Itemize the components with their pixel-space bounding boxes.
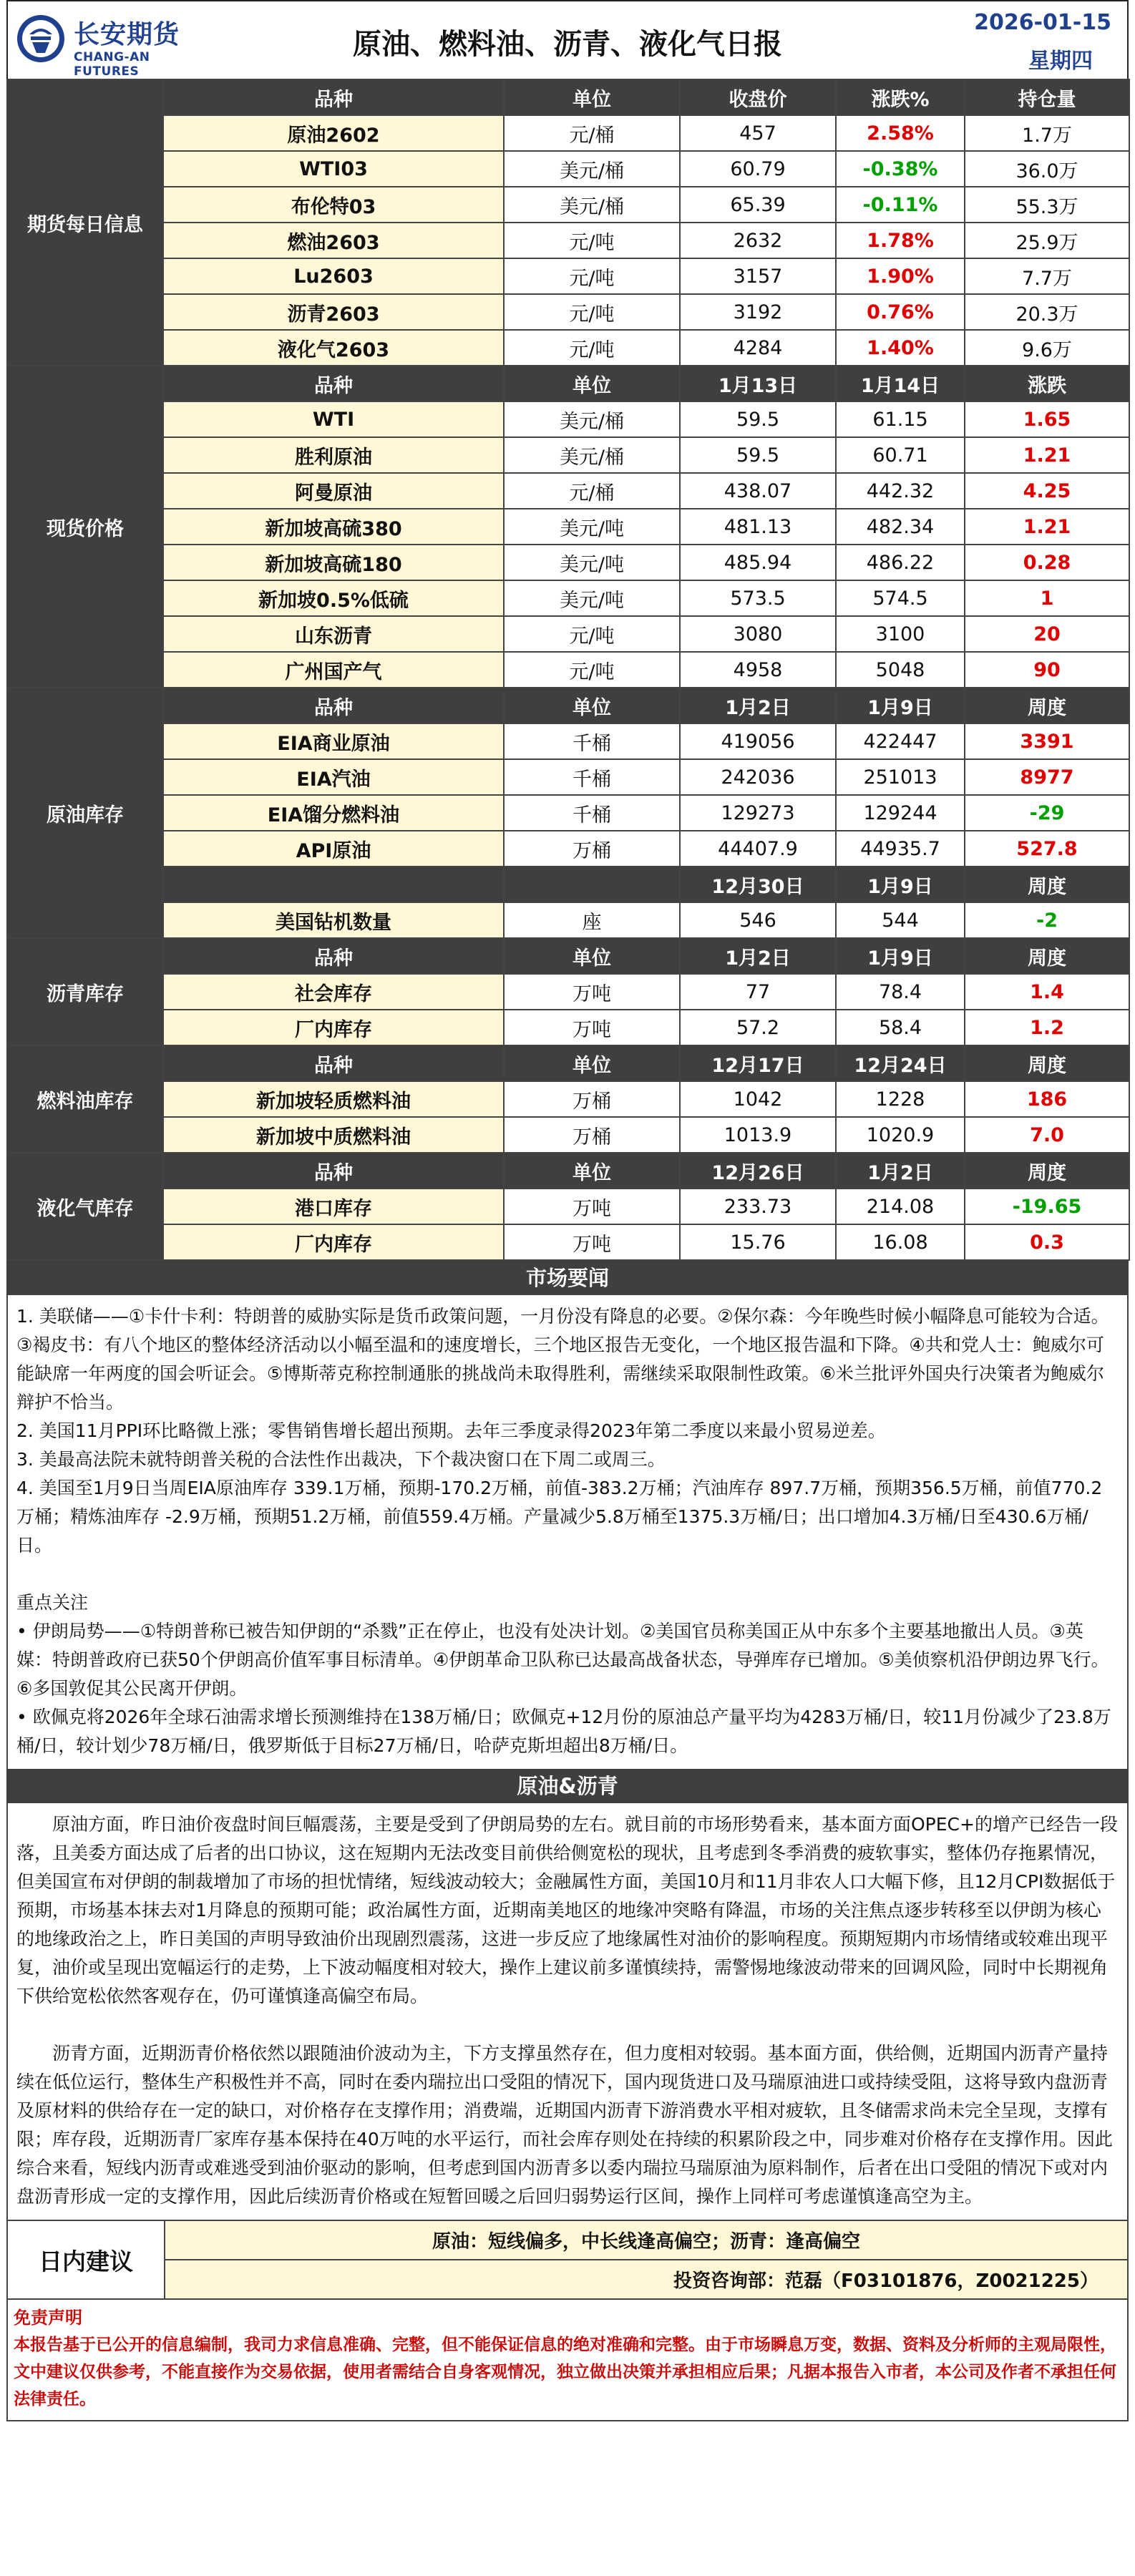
value-cell: 1.65 [965,401,1129,437]
product-name: 社会库存 [163,974,504,1010]
value-cell: 59.5 [680,437,836,473]
analysis-title: 原油&沥青 [6,1769,1129,1803]
product-name: 新加坡中质燃料油 [163,1117,504,1153]
value-cell: 1.78% [836,223,965,258]
product-name: 燃油2603 [163,223,504,258]
value-cell: 1 [965,580,1129,616]
advice-text: 原油：短线偏多，中长线逢高偏空；沥青：逢高偏空 [165,2221,1127,2260]
column-header: 周度 [965,1153,1129,1189]
value-cell: 8977 [965,759,1129,795]
unit-cell: 元/桶 [504,115,680,151]
value-cell: 1.4 [965,974,1129,1010]
column-header: 1月13日 [680,366,836,401]
unit-cell: 美元/桶 [504,401,680,437]
focus-heading: 重点关注 [16,1592,89,1613]
product-name: 广州国产气 [163,652,504,688]
table-row [7,652,1129,688]
disclaimer-text: 本报告基于已公开的信息编制，我司力求信息准确、完整，但不能保证信息的绝对准确和完整。由于市场瞬息万变，数据、资料及分析师的主观局限性，文中建议仅供参考，不能直接作为交易依据，使用者需结合自身客观情况，独立做出决策并承担相应后果；凡据本报告入市者，本公司及作者不承担任何法律责任。 [14,2336,1116,2409]
asphalt-analysis: 沥青方面，近期沥青价格依然以跟随油价波动为主，下方支撑虽然存在，但力度相对较弱。基本面方面，供给侧，近期国内沥青产量持续在低位运行，整体生产积极性并不高，同时在委内瑞拉出口受阻的情况下，国内现货进口及马瑞原油进口或持续受阻，这将导致内盘沥青及原材料的供给存在一定的缺口，对价格存在支撑作用；消费端，近期国内沥青下游消费水平相对疲软，且冬储需求尚未完全呈现，支撑有限；库存段，近期沥青厂家库存基本保持在40万吨的水平运行，而社会库存则处在持续的积累阶段之中，同步难对价格存在支撑作用。因此综合来看，短线内沥青或难逃受到油价驱动的影响，但考虑到国内沥青多以委内瑞拉马瑞原油为原料制作，后者在出口受阻的情况下或对内盘沥青形成一定的支撑作用，因此后续沥青价格或在短暂回暖之后回归弱势运行区间，操作上同样可考虑谨慎逢高空为主。 [16,2043,1113,2207]
value-cell: 4958 [680,652,836,688]
column-header: 1月2日 [680,938,836,974]
column-header: 品种 [163,1045,504,1081]
product-name: 新加坡轻质燃料油 [163,1081,504,1117]
news-item: 1. 美联储——①卡什卡利：特朗普的威胁实际是货币政策问题，一月份没有降息的必要。②保尔森：今年晚些时候小幅降息可能较为合适。③褐皮书：有八个地区的整体经济活动以小幅至温和的速度增长，三个地区报告无变化，一个地区报告温和下降。④共和党人士：鲍威尔可能缺席一年两度的国会听证会。⑤博斯蒂克称控制通胀的挑战尚未取得胜利，需继续采取限制性政策。⑥米兰批评外国央行决策者为鲍威尔辩护不恰当。 [16,1306,1109,1413]
table-row [7,1010,1129,1045]
value-cell: 55.3万 [965,187,1129,223]
value-cell: 233.73 [680,1189,836,1224]
value-cell: -2 [965,902,1129,938]
table-row [7,223,1129,258]
table-header-row [7,688,1129,723]
table-row [7,437,1129,473]
value-cell: 546 [680,902,836,938]
value-cell: 186 [965,1081,1129,1117]
column-header: 涨跌% [836,79,965,115]
value-cell: 1013.9 [680,1117,836,1153]
unit-cell: 万吨 [504,1224,680,1260]
disclaimer-title: 免责声明 [14,2308,82,2328]
value-cell: 573.5 [680,580,836,616]
column-header: 12月24日 [836,1045,965,1081]
value-cell: 77 [680,974,836,1010]
value-cell: 60.71 [836,437,965,473]
value-cell: 1.21 [965,437,1129,473]
value-cell: 20 [965,616,1129,652]
value-cell: 422447 [836,723,965,759]
market-data-table [6,79,1130,1261]
column-header: 周度 [965,688,1129,723]
column-header: 品种 [163,79,504,115]
value-cell: 1.2 [965,1010,1129,1045]
table-header-row [7,1153,1129,1189]
value-cell: -19.65 [965,1189,1129,1224]
column-header: 周度 [965,1045,1129,1081]
column-header: 单位 [504,366,680,401]
table-header-row [7,938,1129,974]
column-header: 品种 [163,938,504,974]
table-header-row [7,366,1129,401]
value-cell: 442.32 [836,473,965,509]
report-date: 2026-01-15 [974,10,1111,35]
value-cell: 1228 [836,1081,965,1117]
table-row [7,330,1129,366]
product-name: 新加坡高硫380 [163,509,504,545]
column-header: 12月26日 [680,1153,836,1189]
value-cell: 59.5 [680,401,836,437]
unit-cell: 元/吨 [504,330,680,366]
column-header: 单位 [504,688,680,723]
unit-cell: 元/吨 [504,652,680,688]
value-cell: 3100 [836,616,965,652]
unit-cell: 元/吨 [504,258,680,294]
value-cell: 486.22 [836,545,965,580]
product-name: 厂内库存 [163,1224,504,1260]
table-row [7,1189,1129,1224]
news-item: 2. 美国11月PPI环比略微上涨；零售销售增长超出预期。去年三季度录得2023年第二季度以来最小贸易逆差。 [16,1420,886,1441]
column-header: 1月9日 [836,867,965,902]
unit-cell: 美元/吨 [504,545,680,580]
section-label: 期货每日信息 [7,79,163,366]
report-weekday: 星期四 [1028,49,1093,74]
table-row [7,902,1129,938]
value-cell: 58.4 [836,1010,965,1045]
table-row [7,473,1129,509]
column-header: 1月14日 [836,366,965,401]
table-row [7,509,1129,545]
table-row [7,545,1129,580]
value-cell: 61.15 [836,401,965,437]
section-label: 现货价格 [7,366,163,688]
disclaimer [6,2300,1129,2421]
market-news-title: 市场要闻 [6,1261,1129,1295]
value-cell: 9.6万 [965,330,1129,366]
table-row [7,115,1129,151]
value-cell: 2.58% [836,115,965,151]
column-header [163,867,504,902]
column-header: 单位 [504,1045,680,1081]
product-name: WTI03 [163,151,504,187]
value-cell: 20.3万 [965,294,1129,330]
market-news-section [6,1295,1129,1769]
advice-author: 投资咨询部：范磊（F03101876，Z0021225） [673,2270,1099,2292]
table-row [7,723,1129,759]
table-row [7,580,1129,616]
value-cell: 7.7万 [965,258,1129,294]
column-header: 12月30日 [680,867,836,902]
value-cell: 485.94 [680,545,836,580]
unit-cell: 万桶 [504,1081,680,1117]
unit-cell: 万吨 [504,974,680,1010]
news-item: 4. 美国至1月9日当周EIA原油库存 339.1万桶，预期-170.2万桶，前值-383.2万桶；汽油库存 897.7万桶，预期356.5万桶，前值770.2万桶；精炼油库存 -2.9万桶，预期51.2万桶，前值559.4万桶。产量减少5.8万桶至1375.3万桶/日；出口增加4.3万桶/日至430.6万桶/日。 [16,1478,1103,1556]
product-name: 原油2602 [163,115,504,151]
table-row [7,831,1129,867]
product-name: 厂内库存 [163,1010,504,1045]
value-cell: 44407.9 [680,831,836,867]
value-cell: 544 [836,902,965,938]
value-cell: 1042 [680,1081,836,1117]
column-header: 品种 [163,366,504,401]
value-cell: 57.2 [680,1010,836,1045]
value-cell: 129244 [836,795,965,831]
value-cell: -29 [965,795,1129,831]
value-cell: 36.0万 [965,151,1129,187]
intraday-advice [6,2220,1129,2300]
unit-cell: 美元/吨 [504,580,680,616]
table-row [7,151,1129,187]
value-cell: 1020.9 [836,1117,965,1153]
product-name: EIA商业原油 [163,723,504,759]
column-header: 单位 [504,938,680,974]
unit-cell: 美元/桶 [504,437,680,473]
advice-label: 日内建议 [8,2221,165,2298]
product-name: 新加坡0.5%低硫 [163,580,504,616]
value-cell: 1.40% [836,330,965,366]
product-name: WTI [163,401,504,437]
unit-cell: 美元/桶 [504,187,680,223]
value-cell: 457 [680,115,836,151]
column-header: 1月2日 [680,688,836,723]
value-cell: -0.11% [836,187,965,223]
value-cell: 65.39 [680,187,836,223]
table-row [7,759,1129,795]
column-header: 单位 [504,79,680,115]
value-cell: 60.79 [680,151,836,187]
table-row [7,1117,1129,1153]
value-cell: 3080 [680,616,836,652]
table-row [7,795,1129,831]
column-header: 持仓量 [965,79,1129,115]
unit-cell: 千桶 [504,795,680,831]
column-header: 周度 [965,938,1129,974]
column-header: 周度 [965,867,1129,902]
value-cell: 214.08 [836,1189,965,1224]
product-name: 布伦特03 [163,187,504,223]
table-row [7,974,1129,1010]
unit-cell: 万桶 [504,831,680,867]
logo-chinese-name: 长安期货 [74,20,180,49]
product-name: 港口库存 [163,1189,504,1224]
value-cell: 3192 [680,294,836,330]
value-cell: 242036 [680,759,836,795]
column-header: 1月9日 [836,938,965,974]
product-name: 胜利原油 [163,437,504,473]
product-name: 阿曼原油 [163,473,504,509]
unit-cell: 元/吨 [504,223,680,258]
unit-cell: 美元/桶 [504,151,680,187]
value-cell: 1.7万 [965,115,1129,151]
column-header: 收盘价 [680,79,836,115]
product-name: 沥青2603 [163,294,504,330]
section-label: 原油库存 [7,688,163,938]
column-header: 1月9日 [836,688,965,723]
unit-cell: 元/吨 [504,616,680,652]
focus-item: • 伊朗局势——①特朗普称已被告知伊朗的“杀戮”正在停止，也没有处决计划。②美国官员称美国正从中东多个主要基地撤出人员。③英媒：特朗普政府已获50个伊朗高价值军事目标清单。④伊朗革命卫队称已达最高战备状态，导弹库存已增加。⑤美侦察机沿伊朗边界飞行。⑥多国敦促其公民离开伊朗。 [16,1621,1109,1699]
table-row [7,258,1129,294]
product-name: 新加坡高硫180 [163,545,504,580]
value-cell: 16.08 [836,1224,965,1260]
column-header: 1月2日 [836,1153,965,1189]
analysis-section [6,1803,1129,2220]
value-cell: 527.8 [965,831,1129,867]
value-cell: 574.5 [836,580,965,616]
product-name: 美国钻机数量 [163,902,504,938]
table-row [7,616,1129,652]
unit-cell: 座 [504,902,680,938]
value-cell: 3391 [965,723,1129,759]
unit-cell: 千桶 [504,723,680,759]
value-cell: 419056 [680,723,836,759]
column-header: 12月17日 [680,1045,836,1081]
value-cell: 3157 [680,258,836,294]
value-cell: -0.38% [836,151,965,187]
report-header [6,0,1129,79]
product-name: 液化气2603 [163,330,504,366]
value-cell: 1.90% [836,258,965,294]
unit-cell: 元/桶 [504,473,680,509]
news-item: 3. 美最高法院未就特朗普关税的合法性作出裁决，下个裁决窗口在下周二或周三。 [16,1449,666,1470]
unit-cell: 万吨 [504,1189,680,1224]
column-header [504,867,680,902]
value-cell: 4284 [680,330,836,366]
logo-english-name: CHANG-AN FUTURES [74,50,150,79]
unit-cell: 万桶 [504,1117,680,1153]
table-row [7,187,1129,223]
value-cell: 0.3 [965,1224,1129,1260]
value-cell: 78.4 [836,974,965,1010]
table-header-row [7,867,1129,902]
value-cell: 481.13 [680,509,836,545]
focus-item: • 欧佩克将2026年全球石油需求增长预测维持在138万桶/日；欧佩克+12月份的原油总产量平均为4283万桶/日，较11月份减少了23.8万桶/日，较计划少78万桶/日，俄罗斯低于目标27万桶/日，哈萨克斯坦超出8万桶/日。 [16,1707,1111,1756]
value-cell: 2632 [680,223,836,258]
unit-cell: 万吨 [504,1010,680,1045]
value-cell: 5048 [836,652,965,688]
value-cell: 0.28 [965,545,1129,580]
table-row [7,294,1129,330]
value-cell: 0.76% [836,294,965,330]
product-name: API原油 [163,831,504,867]
unit-cell: 千桶 [504,759,680,795]
column-header: 单位 [504,1153,680,1189]
section-label: 燃料油库存 [7,1045,163,1153]
value-cell: 90 [965,652,1129,688]
section-label: 液化气库存 [7,1153,163,1260]
value-cell: 129273 [680,795,836,831]
table-row [7,401,1129,437]
value-cell: 25.9万 [965,223,1129,258]
report-title: 原油、燃料油、沥青、液化气日报 [353,28,782,61]
column-header: 品种 [163,1153,504,1189]
column-header: 品种 [163,688,504,723]
value-cell: 438.07 [680,473,836,509]
product-name: EIA汽油 [163,759,504,795]
table-header-row [7,79,1129,115]
unit-cell: 元/吨 [504,294,680,330]
column-header: 涨跌 [965,366,1129,401]
table-header-row [7,1045,1129,1081]
value-cell: 482.34 [836,509,965,545]
value-cell: 1.21 [965,509,1129,545]
table-row [7,1224,1129,1260]
unit-cell: 美元/吨 [504,509,680,545]
product-name: Lu2603 [163,258,504,294]
crude-oil-analysis: 原油方面，昨日油价夜盘时间巨幅震荡，主要是受到了伊朗局势的左右。就目前的市场形势看来，基本面方面OPEC+的增产已经告一段落，且美委方面达成了后者的出口协议，这在短期内无法改变目前供给侧宽松的现状，且考虑到冬季消费的疲软事实，整体仍存拖累情况，但美国宣布对伊朗的制裁增加了市场的担忧情绪，短线波动较大；金融属性方面，美国10月和11月非农人口大幅下修，且12月CPI数据低于预期，市场基本抹去对1月降息的预期可能；政治属性方面，近期南美地区的地缘冲突略有降温，市场的关注焦点逐步转移至以伊朗为核心的地缘政治之上，昨日美国的声明导致油价出现剧烈震荡，这进一步反应了地缘属性对油价的影响程度。预期短期内市场情绪或较难出现平复，油价或呈现出宽幅运行的走势，上下波动幅度相对较大，操作上建议前多谨慎续持，需警惕地缘波动带来的回调风险，同时中长期视角下供给宽松依然客观存在，仍可谨慎逢高偏空布局。 [16,1814,1118,2006]
report-page [6,0,1129,2421]
value-cell: 4.25 [965,473,1129,509]
table-row [7,1081,1129,1117]
product-name: 山东沥青 [163,616,504,652]
value-cell: 7.0 [965,1117,1129,1153]
value-cell: 44935.7 [836,831,965,867]
value-cell: 15.76 [680,1224,836,1260]
value-cell: 251013 [836,759,965,795]
section-label: 沥青库存 [7,938,163,1045]
product-name: EIA馏分燃料油 [163,795,504,831]
